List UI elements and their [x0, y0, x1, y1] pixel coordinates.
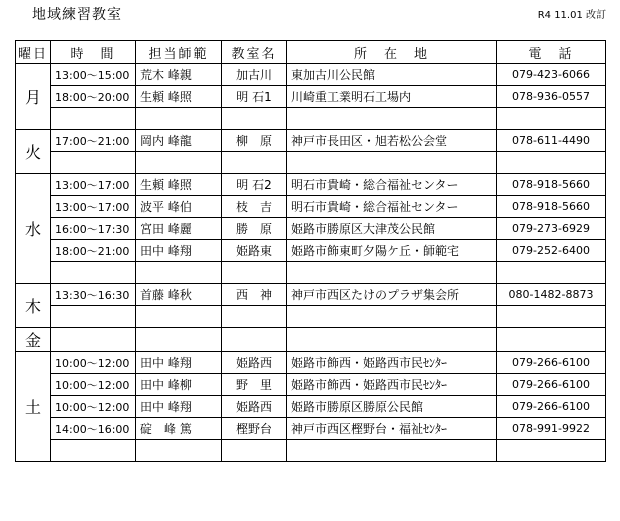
column-header-tel: 電 話: [497, 41, 606, 64]
tel-cell: [497, 152, 606, 174]
column-header-day: 曜日: [16, 41, 51, 64]
room-cell: 枝 吉: [222, 196, 287, 218]
table-row: [16, 396, 606, 418]
tel-cell: [497, 108, 606, 130]
day-cell: 月: [16, 64, 51, 130]
tel-cell: 078-611-4490: [497, 130, 606, 152]
table-row: [16, 174, 606, 196]
teacher-cell: 波平 峰伯: [136, 196, 222, 218]
time-cell: 13:30～16:30: [51, 284, 136, 306]
teacher-cell: 岡内 峰龍: [136, 130, 222, 152]
address-cell: 明石市貴崎・総合福祉センター: [287, 196, 497, 218]
day-cell: 水: [16, 174, 51, 284]
address-cell: 姫路市飾西・姫路西市民ｾﾝﾀｰ: [287, 352, 497, 374]
teacher-cell: [136, 108, 222, 130]
room-cell: [222, 306, 287, 328]
room-cell: 西 神: [222, 284, 287, 306]
tel-cell: 078-918-5660: [497, 174, 606, 196]
room-cell: 勝 原: [222, 218, 287, 240]
day-cell: 土: [16, 352, 51, 462]
time-cell: [51, 328, 136, 352]
time-cell: 10:00～12:00: [51, 396, 136, 418]
time-cell: [51, 440, 136, 462]
teacher-cell: 荒木 峰親: [136, 64, 222, 86]
address-cell: [287, 306, 497, 328]
room-cell: 樫野台: [222, 418, 287, 440]
day-cell: 木: [16, 284, 51, 328]
address-cell: 神戸市西区たけのプラザ集会所: [287, 284, 497, 306]
table-row: [16, 64, 606, 86]
address-cell: 神戸市西区樫野台・福祉ｾﾝﾀｰ: [287, 418, 497, 440]
room-cell: [222, 262, 287, 284]
address-cell: 姫路市勝原区大津茂公民館: [287, 218, 497, 240]
time-cell: [51, 152, 136, 174]
table-row: [16, 262, 606, 284]
tel-cell: [497, 440, 606, 462]
tel-cell: 079-423-6066: [497, 64, 606, 86]
time-cell: 14:00～16:00: [51, 418, 136, 440]
time-cell: 13:00～17:00: [51, 196, 136, 218]
tel-cell: 079-266-6100: [497, 352, 606, 374]
tel-cell: [497, 328, 606, 352]
teacher-cell: [136, 306, 222, 328]
schedule-table: [15, 40, 606, 462]
tel-cell: 079-252-6400: [497, 240, 606, 262]
column-header-time: 時 間: [51, 41, 136, 64]
teacher-cell: 生頼 峰照: [136, 174, 222, 196]
teacher-cell: [136, 152, 222, 174]
revision-note: R4 11.01 改訂: [537, 10, 606, 21]
time-cell: [51, 262, 136, 284]
day-cell: 金: [16, 328, 51, 352]
address-cell: 神戸市長田区・旭若松公会堂: [287, 130, 497, 152]
table-row: [16, 418, 606, 440]
tel-cell: 078-918-5660: [497, 196, 606, 218]
room-cell: [222, 108, 287, 130]
room-cell: [222, 440, 287, 462]
table-row: [16, 328, 606, 352]
address-cell: [287, 328, 497, 352]
table-row: [16, 352, 606, 374]
time-cell: 10:00～12:00: [51, 352, 136, 374]
teacher-cell: 田中 峰柳: [136, 374, 222, 396]
tel-cell: 079-273-6929: [497, 218, 606, 240]
address-cell: 姫路市勝原区勝原公民館: [287, 396, 497, 418]
table-row: [16, 130, 606, 152]
tel-cell: 080-1482-8873: [497, 284, 606, 306]
teacher-cell: [136, 440, 222, 462]
room-cell: 明 石2: [222, 174, 287, 196]
tel-cell: 079-266-6100: [497, 374, 606, 396]
table-row: [16, 240, 606, 262]
teacher-cell: 生頼 峰照: [136, 86, 222, 108]
tel-cell: 079-266-6100: [497, 396, 606, 418]
table-row: [16, 374, 606, 396]
teacher-cell: 田中 峰翔: [136, 352, 222, 374]
tel-cell: 078-991-9922: [497, 418, 606, 440]
time-cell: 18:00～20:00: [51, 86, 136, 108]
time-cell: 13:00～17:00: [51, 174, 136, 196]
teacher-cell: [136, 328, 222, 352]
table-row: [16, 108, 606, 130]
address-cell: 川崎重工業明石工場内: [287, 86, 497, 108]
teacher-cell: 首藤 峰秋: [136, 284, 222, 306]
address-cell: 明石市貴崎・総合福祉センター: [287, 174, 497, 196]
address-cell: 姫路市飾西・姫路西市民ｾﾝﾀｰ: [287, 374, 497, 396]
time-cell: 16:00～17:30: [51, 218, 136, 240]
address-cell: [287, 152, 497, 174]
time-cell: 13:00～15:00: [51, 64, 136, 86]
room-cell: 姫路東: [222, 240, 287, 262]
column-header-teacher: 担当師範: [136, 41, 222, 64]
tel-cell: [497, 306, 606, 328]
time-cell: 17:00～21:00: [51, 130, 136, 152]
teacher-cell: [136, 262, 222, 284]
teacher-cell: 宮田 峰麗: [136, 218, 222, 240]
time-cell: 10:00～12:00: [51, 374, 136, 396]
time-cell: [51, 306, 136, 328]
room-cell: 姫路西: [222, 396, 287, 418]
teacher-cell: 田中 峰翔: [136, 396, 222, 418]
room-cell: [222, 328, 287, 352]
table-row: [16, 86, 606, 108]
tel-cell: [497, 262, 606, 284]
address-cell: [287, 108, 497, 130]
column-header-address: 所 在 地: [287, 41, 497, 64]
header-row: [16, 41, 606, 64]
time-cell: [51, 108, 136, 130]
address-cell: [287, 262, 497, 284]
page-title: 地域練習教室: [32, 7, 122, 23]
table-row: [16, 284, 606, 306]
table-row: [16, 306, 606, 328]
teacher-cell: 田中 峰翔: [136, 240, 222, 262]
table-row: [16, 152, 606, 174]
room-cell: 加古川: [222, 64, 287, 86]
room-cell: 野 里: [222, 374, 287, 396]
time-cell: 18:00～21:00: [51, 240, 136, 262]
room-cell: 姫路西: [222, 352, 287, 374]
room-cell: 柳 原: [222, 130, 287, 152]
day-cell: 火: [16, 130, 51, 174]
room-cell: 明 石1: [222, 86, 287, 108]
table-row: [16, 440, 606, 462]
tel-cell: 078-936-0557: [497, 86, 606, 108]
address-cell: 姫路市飾東町夕陽ケ丘・師範宅: [287, 240, 497, 262]
schedule-body: [16, 64, 606, 462]
table-row: [16, 218, 606, 240]
address-cell: [287, 440, 497, 462]
room-cell: [222, 152, 287, 174]
column-header-room: 教室名: [222, 41, 287, 64]
teacher-cell: 碇 峰 篤: [136, 418, 222, 440]
address-cell: 東加古川公民館: [287, 64, 497, 86]
table-row: [16, 196, 606, 218]
